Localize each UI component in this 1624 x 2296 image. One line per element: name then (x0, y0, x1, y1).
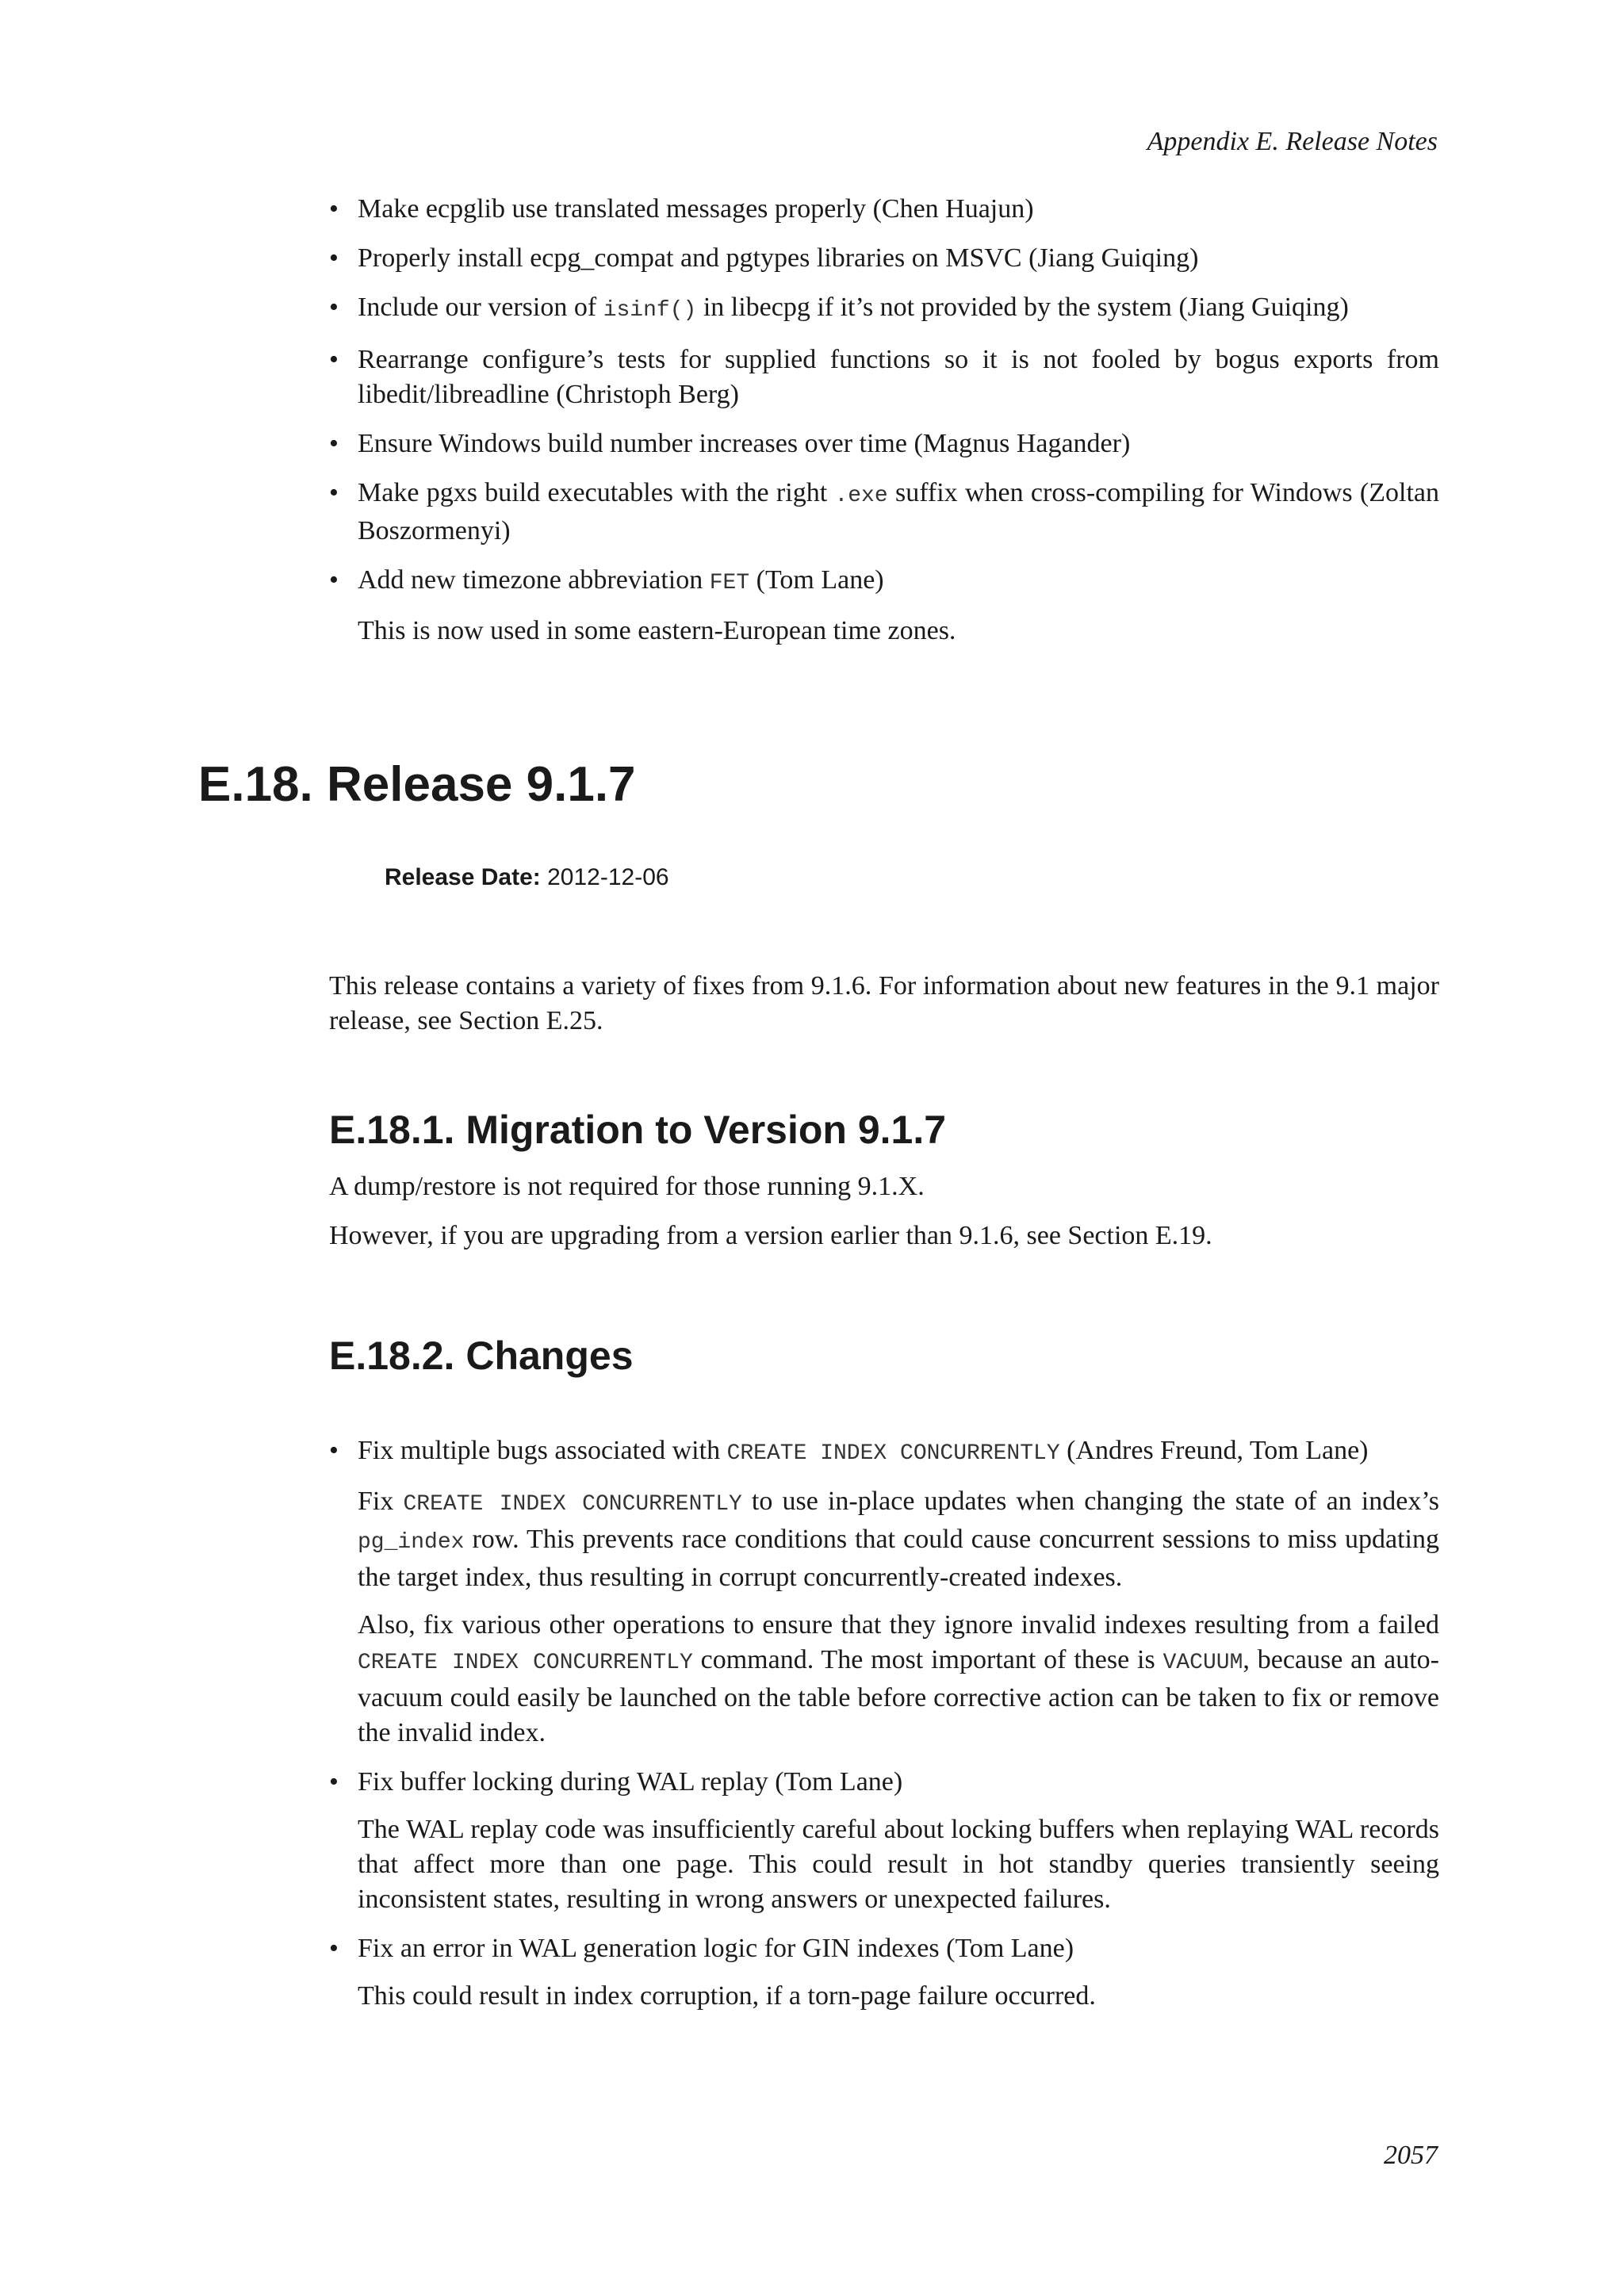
item-description: The WAL replay code was insufficiently careful about locking buffers when replaying WAL records that affect more than one page. This could result in hot standby queries transiently seeing inconsistent states, resulting in wrong answers or unexpected failures. (358, 1815, 1439, 1914)
release-date (385, 864, 669, 891)
migration-heading: E.18.1. Migration to Version 9.1.7 (329, 1108, 947, 1152)
bullet-icon: • (329, 194, 339, 224)
bullet-icon: • (329, 1767, 339, 1797)
code-literal: CREATE INDEX CONCURRENTLY (726, 1441, 1060, 1466)
list-item: • Fix multiple bugs associated with CREATE INDEX CONCURRENTLY (Andres Freund, Tom Lane) (329, 1433, 1439, 1471)
list-item: • Fix buffer locking during WAL replay (Tom Lane) (329, 1765, 1439, 1800)
release-date-label: Release Date: (385, 864, 541, 890)
changes-list (329, 1433, 1439, 2028)
code-literal: isinf() (603, 298, 697, 323)
migration-paragraph: However, if you are upgrading from a version earlier than 9.1.6, see Section E.19. (329, 1221, 1212, 1250)
list-item: • Fix an error in WAL generation logic for GIN indexes (Tom Lane) (329, 1931, 1439, 1966)
list-item: • Rearrange configure’s tests for supplied functions so it is not fooled by bogus exports from libedit/libreadline (Christoph Berg) (329, 342, 1439, 412)
bullet-icon: • (329, 478, 339, 507)
section-intro: This release contains a variety of fixes from 9.1.6. For information about new features in the 9.1 major release, see Section E.25. (329, 971, 1439, 1035)
list-item: • Make pgxs build executables with the right .exe suffix when cross-compiling for Windows (Zoltan Boszormenyi) (329, 476, 1439, 549)
code-literal: FET (709, 571, 750, 595)
list-item: • Add new timezone abbreviation FET (Tom Lane) (329, 563, 1439, 601)
list-item: • Properly install ecpg_compat and pgtypes libraries on MSVC (Jiang Guiqing) (329, 241, 1439, 276)
migration-paragraph: A dump/restore is not required for those running 9.1.X. (329, 1172, 925, 1201)
item-description: This is now used in some eastern-European time zones. (358, 616, 956, 645)
release-date-value: 2012-12-06 (547, 864, 669, 890)
code-literal: CREATE INDEX CONCURRENTLY (358, 1651, 693, 1675)
running-header: Appendix E. Release Notes (1147, 127, 1438, 156)
bullet-icon: • (329, 565, 339, 595)
bullet-icon: • (329, 1436, 339, 1465)
item-description: Also, fix various other operations to ensure that they ignore invalid indexes resulting from a failed CREATE INDEX CONCURRENTLY command. The most important of these is VACUUM, because an auto-vacuum could easily be launched on the table before corrective action can be taken to fix or remove the invalid index. (358, 1610, 1439, 1747)
migration-body (329, 1169, 1439, 1268)
page-number: 2057 (1384, 2141, 1438, 2170)
code-literal: VACUUM (1162, 1651, 1243, 1675)
code-literal: pg_index (358, 1530, 465, 1555)
list-item: • Ensure Windows build number increases over time (Magnus Hagander) (329, 427, 1439, 461)
item-description: This could result in index corruption, if a torn-page failure occurred. (358, 1981, 1096, 2011)
list-item: • Make ecpglib use translated messages properly (Chen Huajun) (329, 192, 1439, 227)
item-description: Fix CREATE INDEX CONCURRENTLY to use in-place updates when changing the state of an index’s pg_index row. This prevents race conditions that could cause concurrent sessions to miss updating the target index, thus resulting in corrupt concurrently-created indexes. (358, 1487, 1439, 1592)
changes-heading: E.18.2. Changes (329, 1334, 634, 1378)
section-title: E.18. Release 9.1.7 (198, 757, 636, 812)
bullet-icon: • (329, 1934, 339, 1963)
code-literal: .exe (834, 484, 888, 508)
release-notes-list (329, 192, 1439, 663)
bullet-icon: • (329, 293, 339, 322)
bullet-icon: • (329, 243, 339, 273)
bullet-icon: • (329, 429, 339, 458)
bullet-icon: • (329, 345, 339, 374)
code-literal: CREATE INDEX CONCURRENTLY (403, 1492, 742, 1517)
list-item: • Include our version of isinf() in libecpg if it’s not provided by the system (Jiang Guiqing) (329, 290, 1439, 328)
